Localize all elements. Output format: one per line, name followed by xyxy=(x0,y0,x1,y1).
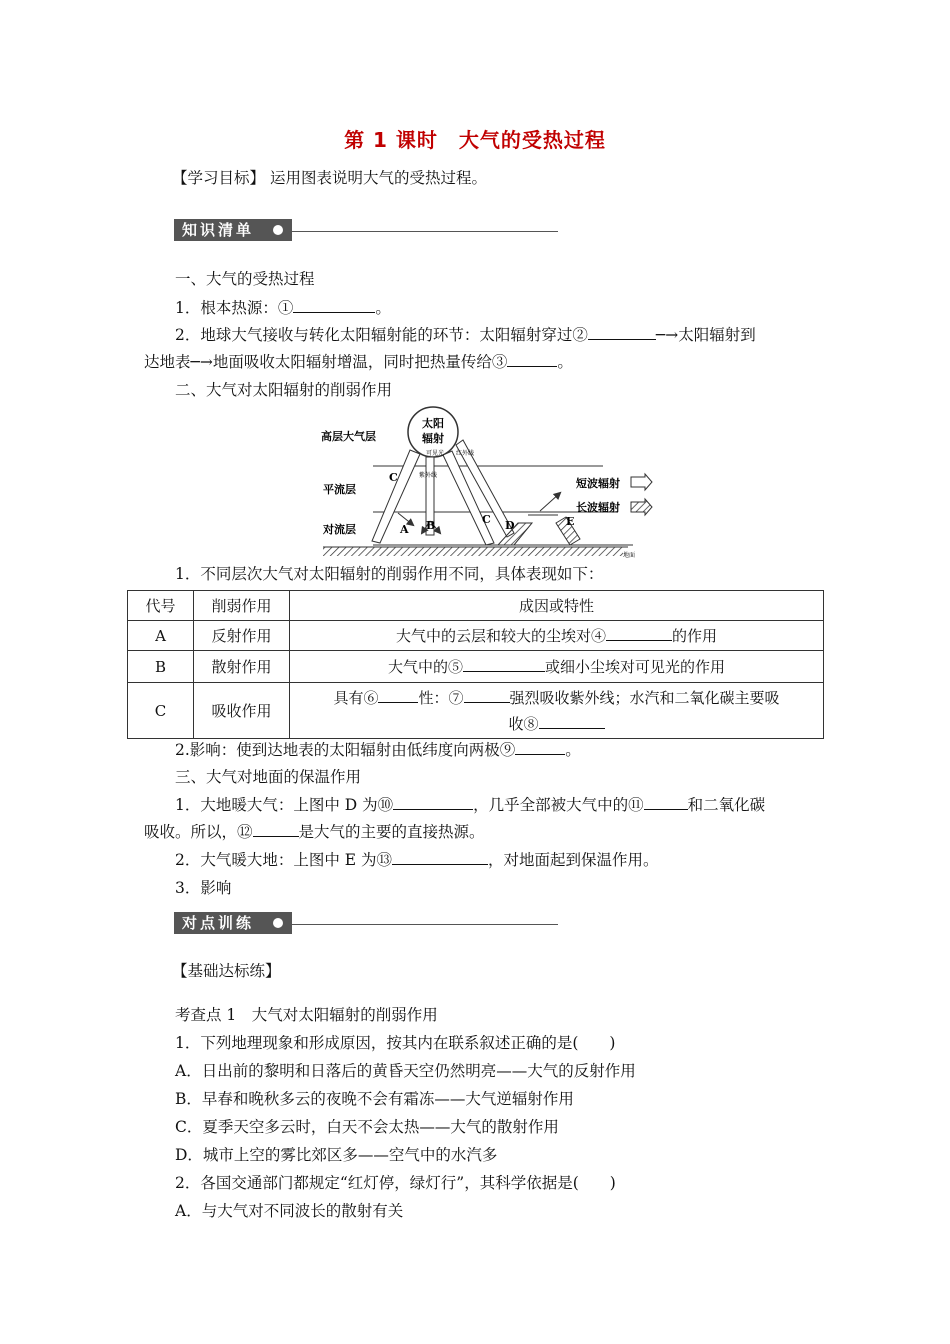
ray-label-uv: 紫外线 xyxy=(419,472,438,479)
text: 性：⑦ xyxy=(418,688,464,707)
legend-shortwave: 短波辐射 xyxy=(576,477,620,490)
sec1-item2-cont xyxy=(144,352,573,372)
text: 2.影响：使到达地表的太阳辐射由低纬度向两极⑨ xyxy=(175,741,516,759)
fill-blank xyxy=(253,822,299,837)
text: 和二氧化碳 xyxy=(687,796,766,814)
question-2: 2．各国交通部门都规定“红灯停，绿灯行”，其科学依据是( ) xyxy=(175,1174,616,1192)
q1-option-d: D．城市上空的雾比郊区多——空气中的水汽多 xyxy=(175,1146,498,1164)
fill-blank xyxy=(464,688,510,703)
text: 1．大地暖大气：上图中 D 为⑩ xyxy=(175,796,394,814)
text: ，几乎全部被大气中的⑪ xyxy=(473,796,644,814)
fill-blank xyxy=(644,795,688,810)
table-header: 代号 xyxy=(128,591,194,621)
atmosphere-heating-diagram xyxy=(318,405,663,565)
practice-level: 【基础达标练】 xyxy=(172,962,281,980)
table-cell-code: B xyxy=(128,651,194,683)
table-row xyxy=(128,621,824,651)
label-b: B xyxy=(426,519,436,532)
objective-tag: 【学习目标】 xyxy=(172,169,266,187)
sec3-item3: 3．影响 xyxy=(175,879,232,897)
attenuation-table xyxy=(127,590,824,739)
table-cell-cause xyxy=(290,651,824,683)
sec1-item2 xyxy=(175,325,756,345)
banner-label: 对点训练 xyxy=(182,914,255,932)
sec2-table-intro: 1．不同层次大气对太阳辐射的削弱作用不同，具体表现如下： xyxy=(175,565,604,583)
label-d: D xyxy=(505,519,515,532)
sec2-heading: 二、大气对太阳辐射的削弱作用 xyxy=(175,381,393,399)
text: 大气中的云层和较大的尘埃对④ xyxy=(395,626,606,645)
text: 是大气的主要的直接热源。 xyxy=(298,823,485,841)
objective-text: 运用图表说明大气的受热过程。 xyxy=(269,169,487,187)
fill-blank xyxy=(539,714,605,729)
table-cell-cause xyxy=(290,621,824,651)
sun-label-2: 辐射 xyxy=(422,432,444,445)
label-a: A xyxy=(400,523,409,536)
text: 收⑧ xyxy=(508,714,539,733)
banner-rule xyxy=(288,231,558,232)
learning-objective xyxy=(172,168,487,188)
banner-dot xyxy=(273,225,283,235)
fill-blank xyxy=(378,688,418,703)
banner-rule xyxy=(288,924,558,925)
sec2-impact xyxy=(175,740,581,760)
text: 2．大气暖大地：上图中 E 为⑬ xyxy=(175,851,393,869)
banner-label: 知识清单 xyxy=(182,221,255,239)
text: ─→太阳辐射到 xyxy=(655,326,756,344)
sec1-heading: 一、大气的受热过程 xyxy=(175,270,315,288)
table-cell-cause xyxy=(290,683,824,739)
text: 吸收。所以，⑫ xyxy=(144,823,253,841)
sun-label-1: 太阳 xyxy=(422,417,444,430)
q1-option-c: C．夏季天空多云时，白天不会太热——大气的散射作用 xyxy=(175,1118,559,1136)
banner-dot xyxy=(273,918,283,928)
text: 的作用 xyxy=(672,626,718,645)
sec3-item2 xyxy=(175,850,659,870)
text: 大气中的⑤ xyxy=(387,657,463,676)
text: 或细小尘埃对可见光的作用 xyxy=(545,657,726,676)
fill-blank xyxy=(393,795,473,810)
label-c-right: C xyxy=(482,513,491,526)
longwave-arrow-icon xyxy=(631,499,652,515)
text: 1．根本热源：① xyxy=(175,299,294,317)
text: 达地表─→地面吸收太阳辐射增温，同时把热量传给③ xyxy=(144,353,508,371)
label-e: E xyxy=(566,515,575,528)
table-header-row xyxy=(128,591,824,621)
question-1: 1．下列地理现象和形成原因，按其内在联系叙述正确的是( ) xyxy=(175,1034,616,1052)
fill-blank xyxy=(507,352,557,367)
layer-label-trop: 对流层 xyxy=(323,523,356,536)
text: 。 xyxy=(375,299,391,317)
ray-label-ir: 红外线 xyxy=(456,450,475,457)
label-c-left: C xyxy=(389,471,398,484)
sec3-heading: 三、大气对地面的保温作用 xyxy=(175,768,362,786)
fill-blank xyxy=(463,657,545,672)
legend-longwave: 长波辐射 xyxy=(576,501,620,514)
practice-point: 考查点 1 大气对太阳辐射的削弱作用 xyxy=(175,1006,438,1024)
table-cell-effect: 反射作用 xyxy=(194,621,290,651)
table-header: 削弱作用 xyxy=(194,591,290,621)
table-header: 成因或特性 xyxy=(290,591,824,621)
layer-label-strat: 平流层 xyxy=(323,483,356,496)
q1-option-a: A．日出前的黎明和日落后的黄昏天空仍然明亮——大气的反射作用 xyxy=(175,1062,636,1080)
text: 。 xyxy=(565,741,581,759)
layer-label-upper: 高层大气层 xyxy=(321,430,376,443)
text: 。 xyxy=(557,353,573,371)
text: 强烈吸收紫外线；水汽和二氧化碳主要吸 xyxy=(509,688,780,707)
ground-label: 地面 xyxy=(623,552,636,559)
fill-blank xyxy=(293,298,375,313)
ray-label-visible: 可见光 xyxy=(426,450,445,457)
table-cell-effect: 散射作用 xyxy=(194,651,290,683)
fill-blank xyxy=(515,740,565,755)
table-cell-code: A xyxy=(128,621,194,651)
table-row xyxy=(128,651,824,683)
text: 2．地球大气接收与转化太阳辐射能的环节：太阳辐射穿过② xyxy=(175,326,588,344)
sec1-item1 xyxy=(175,298,391,318)
table-cell-effect: 吸收作用 xyxy=(194,683,290,739)
q1-option-b: B．早春和晚秋多云的夜晚不会有霜冻——大气逆辐射作用 xyxy=(175,1090,574,1108)
fill-blank xyxy=(606,626,672,641)
page-title: 第 1 课时 大气的受热过程 xyxy=(344,128,606,152)
q2-option-a: A．与大气对不同波长的散射有关 xyxy=(175,1202,404,1220)
sec3-item1 xyxy=(175,795,765,815)
fill-blank xyxy=(392,850,488,865)
text: ，对地面起到保温作用。 xyxy=(488,851,659,869)
shortwave-arrow-icon xyxy=(631,474,652,490)
sec3-item1-cont xyxy=(144,822,485,842)
table-cell-code: C xyxy=(128,683,194,739)
table-row xyxy=(128,683,824,739)
text: 具有⑥ xyxy=(333,688,379,707)
fill-blank xyxy=(588,325,656,340)
